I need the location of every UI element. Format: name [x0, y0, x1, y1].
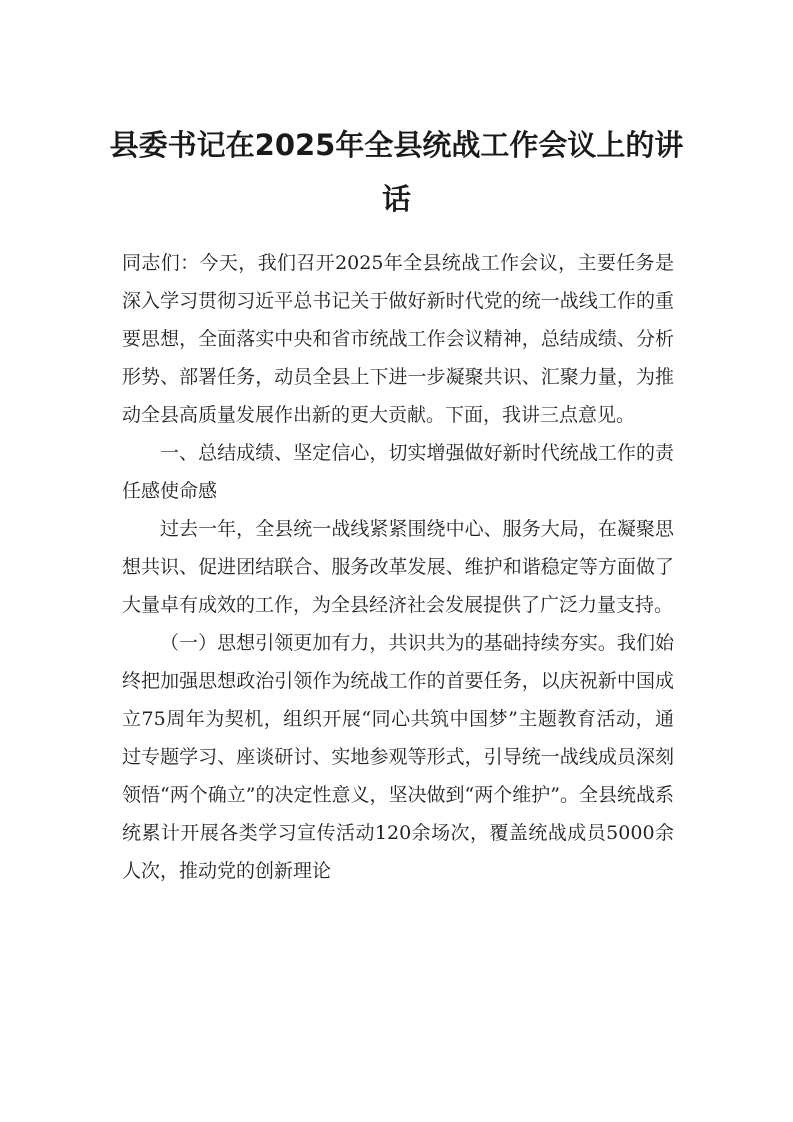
- document-title: 县委书记在2025年全县统战工作会议上的讲话: [109, 128, 684, 216]
- subsection-1: （一）思想引领更加有力，共识共为的基础持续夯实。我们始终把加强思想政治引领作为统战工作的首要任务，以庆祝新中国成立75周年为契机，组织开展“同心共筑中国梦”主题教育活动，通过专题学习、座谈研讨、实地参观等形式，引导统一战线成员深刻领悟“两个确立”的决定性意义，坚决做到“两个维护”。全县统战系统累计开展各类学习宣传活动120余场次，覆盖统战成员5000余人次，推动党的创新理论: [122, 632, 674, 882]
- section-heading-1: 一、总结成绩、坚定信心，切实增强做好新时代统战工作的责任感使命感: [122, 442, 674, 502]
- paragraph-opening: 同志们：今天，我们召开2025年全县统战工作会议，主要任务是深入学习贯彻习近平总书记关于做好新时代党的统一战线工作的重要思想，全面落实中央和省市统战工作会议精神，总结成绩、分析形势、部署任务，动员全县上下进一步凝聚共识、汇聚力量，为推动全县高质量发展作出新的更大贡献。下面，我讲三点意见。: [122, 252, 674, 426]
- document-body: [122, 244, 674, 890]
- paragraph-summary: 过去一年，全县统一战线紧紧围绕中心、服务大局，在凝聚思想共识、促进团结联合、服务改革发展、维护和谐稳定等方面做了大量卓有成效的工作，为全县经济社会发展提供了广泛力量支持。: [122, 518, 674, 616]
